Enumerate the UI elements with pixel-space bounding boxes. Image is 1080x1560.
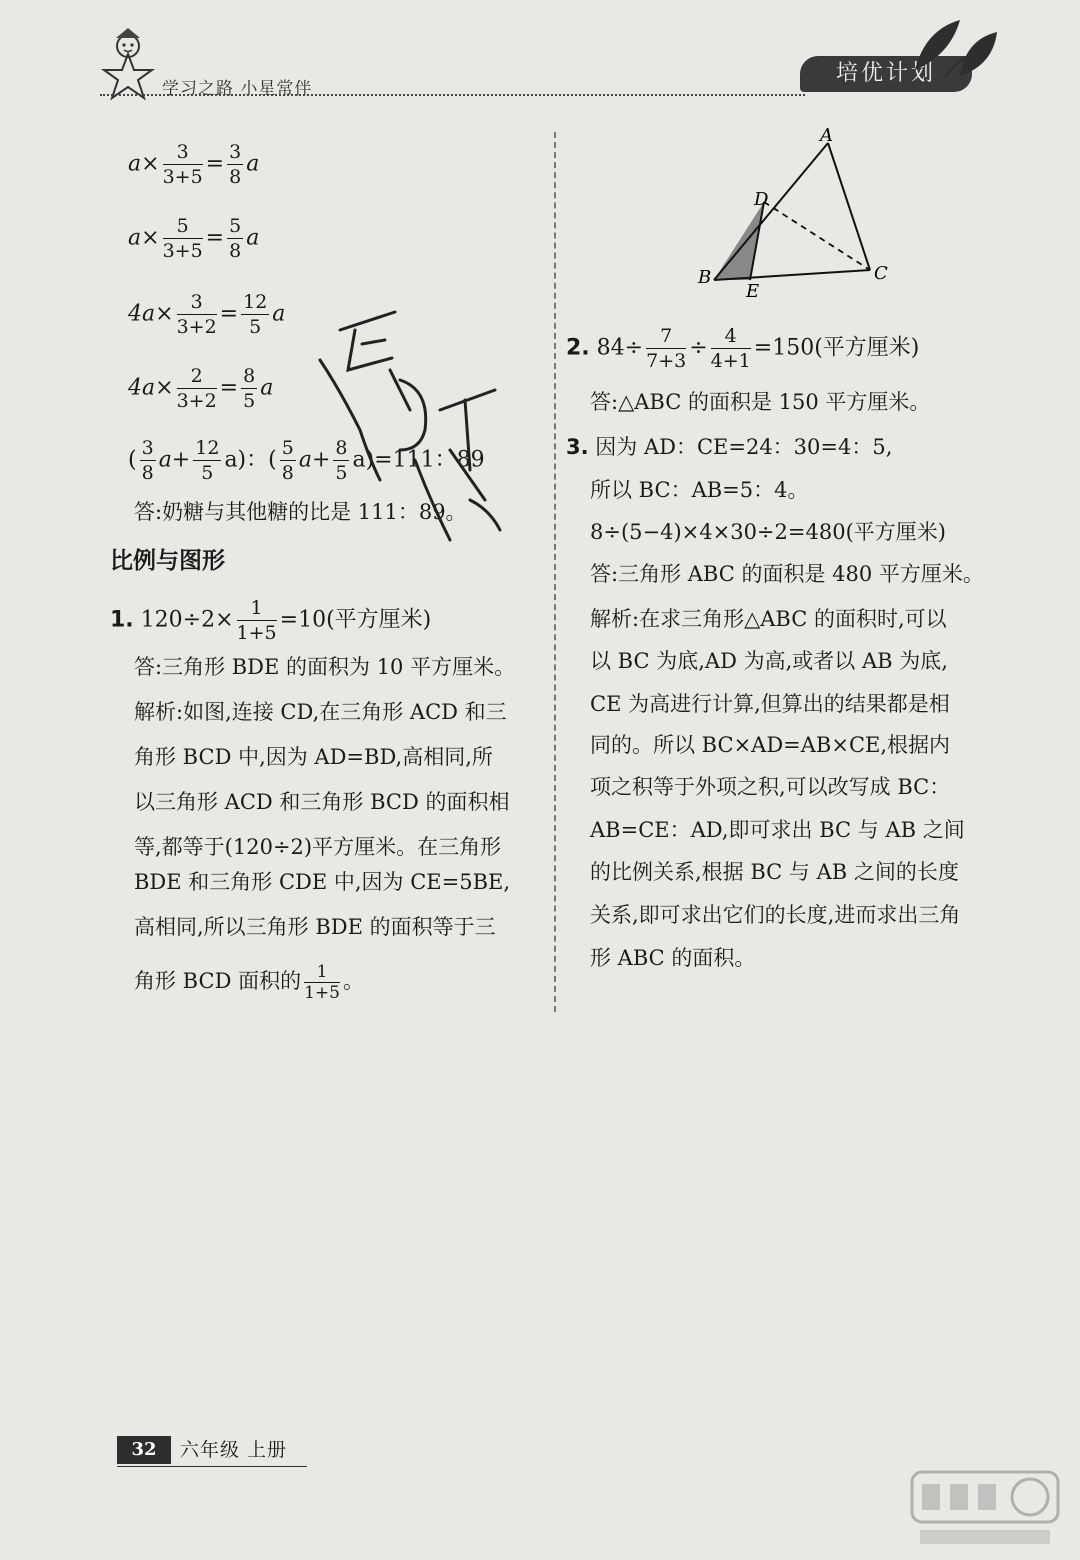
q2-equation (566, 324, 919, 373)
eq5-frac-3 (280, 436, 296, 485)
eq4-num: 2 (177, 364, 217, 389)
q1-post: =10(平方厘米) (279, 607, 432, 633)
eq2-num: 5 (163, 214, 203, 239)
q3-line-4: 答:三角形 ABC 的面积是 480 平方厘米。 (590, 562, 984, 586)
eq5-frac-2 (193, 436, 221, 485)
eq4-var: 4a (128, 375, 156, 401)
q3-line-12: 关系,即可求出它们的长度,进而求出三角 (590, 903, 961, 927)
q3-line-6: 以 BC 为底,AD 为高,或者以 AB 为底, (590, 649, 948, 673)
eq4-rden: 5 (243, 390, 256, 412)
eq1-rden: 8 (229, 166, 242, 188)
q2-n1: 7 (646, 324, 686, 349)
footer-rule (117, 1466, 307, 1467)
eq5-a3: a+ (298, 447, 331, 473)
equation-3 (128, 290, 285, 339)
q3-line-5: 解析:在求三角形△ABC 的面积时,可以 (590, 607, 947, 631)
eq1-op: × (141, 151, 160, 177)
eq5-a2: a)：( (224, 447, 277, 473)
column-divider (554, 132, 556, 1012)
eq1-equals: = (205, 151, 225, 177)
eq3-rden: 5 (249, 316, 262, 338)
q3-line-10: AB=CE：AD,即可求出 BC 与 AB 之间 (590, 818, 965, 842)
eq2-rden: 8 (229, 240, 242, 262)
q1-last-pre: 角形 BCD 面积的 (134, 969, 302, 993)
page-number: 32 (117, 1436, 171, 1464)
q1-last-num: 1 (304, 962, 340, 983)
q1-explain-line-3: 以三角形 ACD 和三角形 BCD 的面积相 (134, 790, 510, 814)
label-C: C (874, 263, 888, 284)
eq4-rvar: a (260, 375, 274, 401)
eq1-result-frac (227, 140, 243, 189)
q1-explain-line-6: 高相同,所以三角形 BDE 的面积等于三 (134, 915, 496, 939)
eq2-rvar: a (246, 225, 260, 251)
q2-frac-1 (646, 324, 686, 373)
section-title: 比例与图形 (110, 548, 225, 574)
eq3-frac (177, 290, 217, 339)
eq5-n2: 12 (195, 437, 220, 459)
eq5-n1: 3 (141, 437, 154, 459)
eq3-var: 4a (128, 301, 156, 327)
eq5-rest: a)=111：89 (352, 447, 485, 473)
q1-explain-line-5: BDE 和三角形 CDE 中,因为 CE=5BE, (134, 870, 510, 894)
q1-explain-line-4: 等,都等于(120÷2)平方厘米。在三角形 (134, 835, 502, 859)
q1-explain-line-7 (134, 962, 364, 1003)
q3-line-11: 的比例关系,根据 BC 与 AB 之间的长度 (590, 860, 959, 884)
answer-candy-ratio: 答:奶糖与其他糖的比是 111：89。 (134, 500, 467, 524)
q1-den: 1+5 (236, 622, 277, 644)
q2-n2: 4 (711, 324, 751, 349)
watermark-logo (910, 1470, 1060, 1550)
q3-number: 3. (566, 435, 589, 459)
q2-d1: 7+3 (646, 350, 687, 372)
q2-frac-2 (711, 324, 751, 373)
q3-line-13: 形 ABC 的面积。 (590, 946, 756, 970)
equation-2 (128, 214, 259, 263)
label-A: A (820, 125, 833, 146)
grade-label: 六年级 上册 (180, 1439, 288, 1461)
q1-last-den: 1+5 (304, 983, 340, 1003)
q1-pre: 120÷2× (140, 607, 234, 633)
eq1-var: a (128, 151, 142, 177)
eq3-equals: = (219, 301, 239, 327)
eq4-rnum: 8 (243, 365, 256, 387)
label-D: D (754, 189, 769, 210)
eq2-equals: = (205, 225, 225, 251)
eq3-result-frac (241, 290, 269, 339)
eq1-rnum: 3 (229, 141, 242, 163)
eq2-rnum: 5 (229, 215, 242, 237)
q3-line-9: 项之积等于外项之积,可以改写成 BC： (590, 775, 951, 799)
eq5-n4: 8 (335, 437, 348, 459)
eq2-var: a (128, 225, 142, 251)
eq4-op: × (155, 375, 174, 401)
label-E: E (746, 281, 760, 300)
star-mascot-icon (96, 24, 160, 104)
eq3-op: × (155, 301, 174, 327)
eq2-den: 3+5 (162, 240, 203, 262)
handwritten-signature (300, 300, 530, 560)
q3-line-8: 同的。所以 BC×AD=AB×CE,根据内 (590, 733, 951, 757)
eq1-num: 3 (163, 140, 203, 165)
q2-d2: 4+1 (710, 350, 751, 372)
eq4-equals: = (219, 375, 239, 401)
triangle-figure (690, 125, 900, 300)
header-badge: 培优计划 (800, 56, 972, 92)
eq2-frac (163, 214, 203, 263)
label-B: B (698, 267, 712, 288)
eq2-result-frac (227, 214, 243, 263)
q1-frac (237, 596, 277, 645)
q3-line-7: CE 为高进行计算,但算出的结果都是相 (590, 692, 950, 716)
header-slogan: 学习之路 小星常伴 (162, 79, 313, 99)
equation-1 (128, 140, 259, 189)
eq5-frac-1 (140, 436, 156, 485)
q1-answer: 答:三角形 BDE 的面积为 10 平方厘米。 (134, 655, 516, 679)
q1-last-frac (304, 962, 340, 1003)
eq3-den: 3+2 (176, 316, 217, 338)
eq5-paren: ( (128, 447, 137, 473)
q2-mid: ÷ (689, 335, 708, 361)
q3-line-2: 所以 BC：AB=5：4。 (590, 478, 809, 502)
equation-4 (128, 364, 273, 413)
q2-post: =150(平方厘米) (753, 335, 920, 361)
eq5-a1: a+ (158, 447, 191, 473)
q3-line-1-text: 因为 AD：CE=24：30=4：5, (595, 435, 893, 459)
eq3-rnum: 12 (243, 291, 268, 313)
leaves-icon (905, 10, 1005, 82)
q2-pre: 84÷ (596, 335, 644, 361)
eq5-d2: 5 (201, 462, 214, 484)
eq5-d1: 8 (141, 462, 154, 484)
eq4-den: 3+2 (176, 390, 217, 412)
eq3-rvar: a (272, 301, 286, 327)
eq4-frac (177, 364, 217, 413)
q1-explain-line-2: 角形 BCD 中,因为 AD=BD,高相同,所 (134, 745, 493, 769)
eq1-frac (163, 140, 203, 189)
header-dotted-rule (100, 94, 805, 96)
eq2-op: × (141, 225, 160, 251)
eq5-d4: 5 (335, 462, 348, 484)
eq5-n3: 5 (281, 437, 294, 459)
q2-answer: 答:△ABC 的面积是 150 平方厘米。 (590, 390, 931, 414)
eq1-den: 3+5 (162, 166, 203, 188)
q3-line-1 (566, 432, 892, 462)
q1-equation (110, 596, 431, 645)
q3-line-3: 8÷(5−4)×4×30÷2=480(平方厘米) (590, 520, 946, 544)
eq5-d3: 8 (281, 462, 294, 484)
q1-last-post: 。 (342, 969, 364, 993)
q2-number: 2. (566, 335, 590, 361)
eq3-num: 3 (177, 290, 217, 315)
eq1-rvar: a (246, 151, 260, 177)
q1-number: 1. (110, 607, 134, 633)
q1-explain-line-1: 解析:如图,连接 CD,在三角形 ACD 和三 (134, 700, 507, 724)
eq4-result-frac (241, 364, 257, 413)
q1-num: 1 (237, 596, 277, 621)
